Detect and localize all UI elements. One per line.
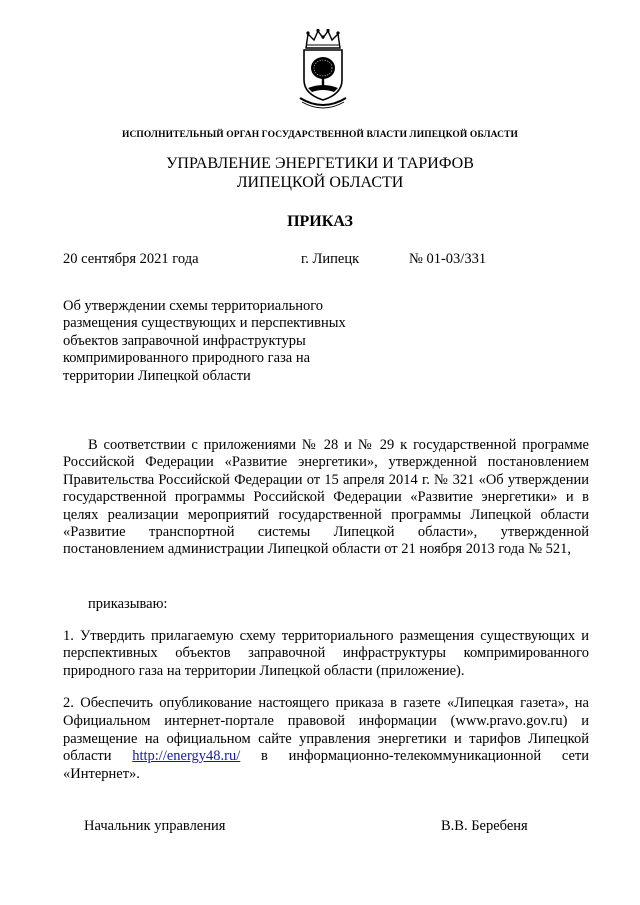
energy48-link[interactable]: http://energy48.ru/ — [132, 748, 241, 765]
document-date: 20 сентября 2021 года — [63, 251, 199, 267]
department-name-line1: УПРАВЛЕНИЕ ЭНЕРГЕТИКИ И ТАРИФОВ — [166, 155, 474, 172]
department-name-line2: ЛИПЕЦКОЙ ОБЛАСТИ — [236, 174, 404, 191]
order-word: приказываю: — [88, 596, 168, 612]
authority-name: ИСПОЛНИТЕЛЬНЫЙ ОРГАН ГОСУДАРСТВЕННОЙ ВЛАСТИ ЛИПЕЦКОЙ ОБЛАСТИ — [121, 130, 519, 140]
order-item-2-text-before: 2. Обеспечить опубликование настоящего приказа в газете «Липецкая газета», на Официальном интернет-портале правовой информации (www.pravo.gov.ru) и размещение на официальном сайте управления энергетики и тарифов Липецкой области — [63, 695, 589, 765]
signatory-title: Начальник управления — [84, 818, 226, 834]
order-item-2 — [63, 695, 589, 784]
signatory-name: В.В. Беребеня — [441, 818, 528, 834]
lipetsk-coat-of-arms-icon — [298, 28, 348, 110]
document-subject: Об утверждении схемы территориального размещения существующих и перспективных объектов заправочной инфраструктуры компримированного природного газа на территории Липецкой области — [63, 298, 346, 384]
document-city: г. Липецк — [301, 251, 360, 267]
document-type-title: ПРИКАЗ — [287, 213, 353, 230]
order-item-2-text-after: в информационно-телекоммуникационной сети «Интернет». — [63, 748, 589, 783]
preamble-paragraph: В соответствии с приложениями № 28 и № 29 к государственной программе Российской Федерации «Развитие энергетики», утвержденной постановлением Правительства Российской Федерации от 15 апреля 2014 г. № 321 «Об утверждении государственной программы Российской Федерации «Развитие энергетики» и в целях реализации мероприятий государственной программы Липецкой области «Развитие транспортной системы Липецкой области», утвержденной постановлением администрации Липецкой области от 21 ноября 2013 года № 521, — [63, 437, 589, 558]
document-number: № 01-03/331 — [409, 251, 487, 267]
order-item-1: 1. Утвердить прилагаемую схему территориального размещения существующих и перспективных объектов заправочной инфраструктуры компримированного природного газа на территории Липецкой области (приложение). — [63, 628, 589, 679]
